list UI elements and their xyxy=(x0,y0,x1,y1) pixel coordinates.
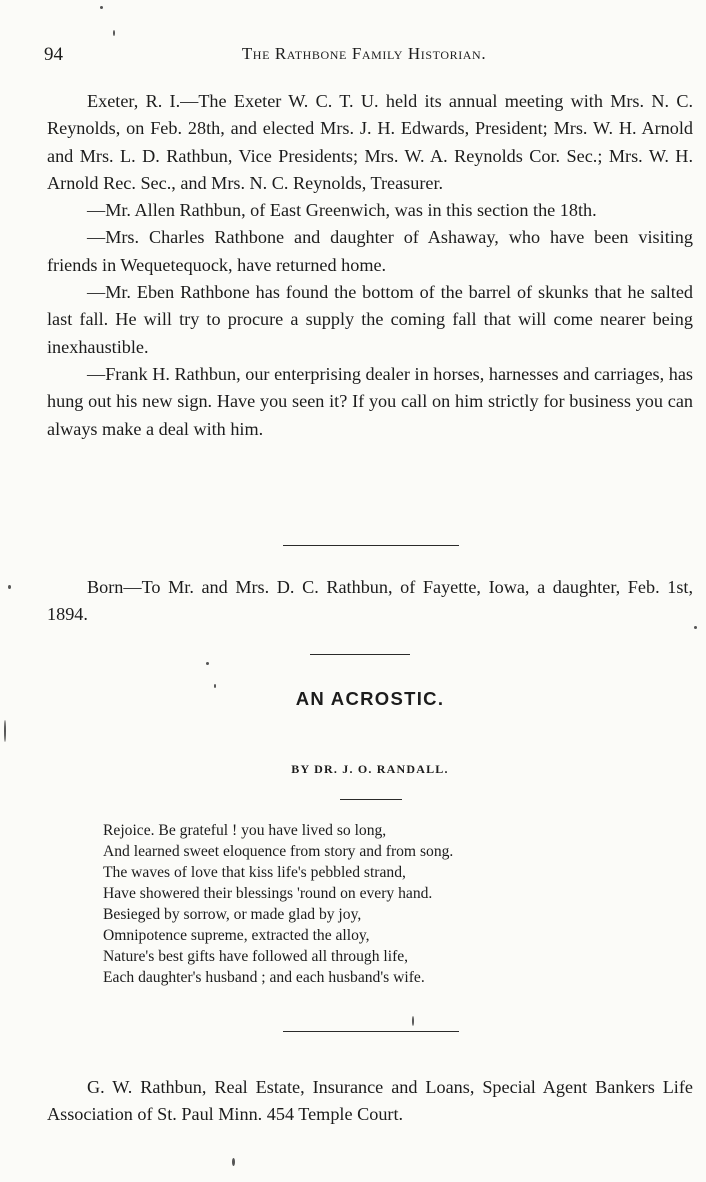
advertisement-paragraph: G. W. Rathbun, Real Estate, Insurance and Loans, Special Agent Bankers Life Association of St. Paul Minn. 454 Temple Court. xyxy=(47,1077,693,1125)
acrostic-title: AN ACROSTIC. xyxy=(295,688,445,709)
paragraph-exeter: Exeter, R. I.—The Exeter W. C. T. U. held its annual meeting with Mrs. N. C. Reynolds, on Feb. 28th, and elected Mrs. J. H. Edwards, President; Mrs. W. H. Arnold and Mrs. L. D. Rathbun, Vice Presidents; Mrs. W. A. Reynolds Cor. Sec.; Mrs. W. H. Arnold Rec. Sec., and Mrs. N. C. Reynolds, Treasurer. xyxy=(47,91,693,193)
poem-line: Besieged by sorrow, or made glad by joy, xyxy=(103,906,362,923)
acrostic-byline: BY DR. J. O. RANDALL. xyxy=(291,762,449,776)
scan-speck xyxy=(412,1016,414,1026)
born-notice xyxy=(47,574,693,629)
scan-speck xyxy=(8,585,11,589)
poem-line: Omnipotence supreme, extracted the alloy, xyxy=(103,927,370,944)
running-title: The Rathbone Family Historian. xyxy=(241,44,487,63)
advertisement xyxy=(47,1074,693,1129)
scan-speck xyxy=(214,684,216,688)
paragraph-frank-rathbun: —Frank H. Rathbun, our enterprising dealer in horses, harnesses and carriages, has hung out his new sign. Have you seen it? If you call on him strictly for business you can always make a deal with him. xyxy=(47,363,693,439)
scan-speck xyxy=(100,6,103,9)
scan-speck xyxy=(232,1158,235,1166)
news-items xyxy=(47,88,693,443)
paragraph-eben-rathbone: —Mr. Eben Rathbone has found the bottom of the barrel of skunks that he salted last fall. He will try to procure a supply the coming fall that will come nearer being inexhaustible. xyxy=(47,282,693,357)
poem-line: The waves of love that kiss life's pebbled strand, xyxy=(103,864,406,881)
page-number: 94 xyxy=(44,44,63,65)
paragraph-allen-rathbun: —Mr. Allen Rathbun, of East Greenwich, was in this section the 18th. xyxy=(87,200,597,221)
page-header xyxy=(44,44,684,68)
poem-line: And learned sweet eloquence from story and from song. xyxy=(103,843,454,860)
divider-rule xyxy=(340,799,402,800)
poem-line: Have showered their blessings 'round on every hand. xyxy=(103,885,433,902)
born-paragraph: Born—To Mr. and Mrs. D. C. Rathbun, of Fayette, Iowa, a daughter, Feb. 1st, 1894. xyxy=(47,577,693,625)
scan-speck xyxy=(694,626,697,629)
divider-rule xyxy=(283,545,459,546)
poem-line: Nature's best gifts have followed all through life, xyxy=(103,948,409,965)
scan-speck xyxy=(4,720,6,742)
acrostic-poem xyxy=(103,820,603,988)
poem-line: Each daughter's husband ; and each husband's wife. xyxy=(103,969,425,986)
paragraph-charles-rathbone: —Mrs. Charles Rathbone and daughter of Ashaway, who have been visiting friends in Wequetequock, have returned home. xyxy=(47,227,693,275)
poem-line: Rejoice. Be grateful ! you have lived so long, xyxy=(103,822,387,839)
divider-rule xyxy=(283,1031,459,1032)
divider-rule xyxy=(310,654,410,655)
scan-speck xyxy=(113,30,115,36)
scan-speck xyxy=(206,662,209,665)
